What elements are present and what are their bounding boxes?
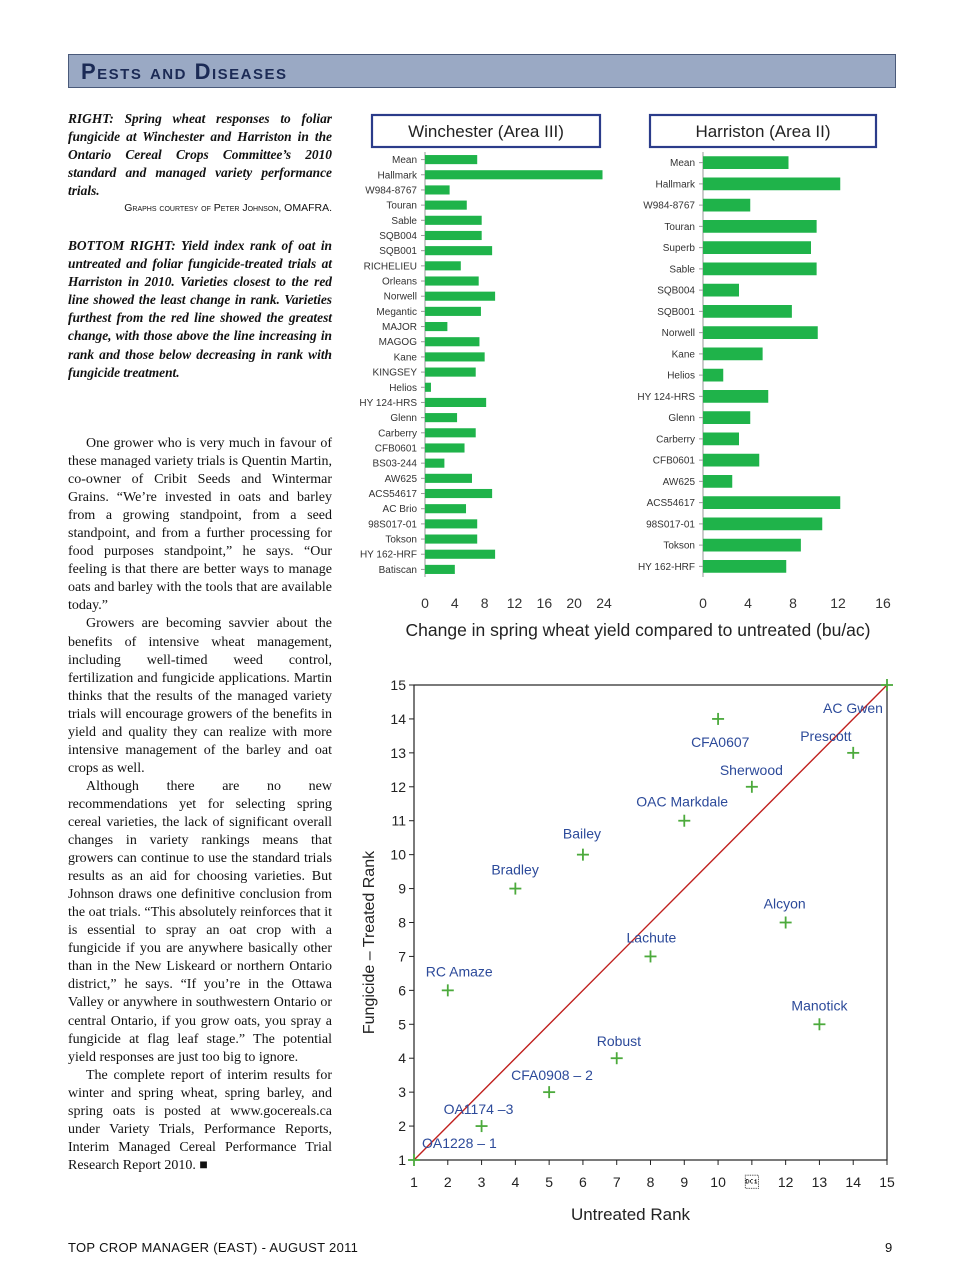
y-tick-label: 7 bbox=[398, 948, 406, 965]
y-tick-label: 6 bbox=[398, 982, 406, 999]
category-label: SQB001 bbox=[657, 306, 695, 318]
x-tick-label: 5 bbox=[545, 1174, 554, 1190]
category-label: W984-8767 bbox=[365, 185, 417, 197]
bar bbox=[425, 398, 486, 407]
bar bbox=[703, 518, 822, 531]
bar bbox=[425, 352, 485, 361]
category-label: Hallmark bbox=[377, 170, 417, 182]
y-tick-label: 4 bbox=[398, 1050, 406, 1067]
oat-rank-scatter-chart bbox=[350, 660, 900, 1235]
category-label: HY 124-HRS bbox=[637, 391, 695, 403]
category-label: Megantic bbox=[376, 306, 417, 318]
section-header bbox=[68, 54, 896, 88]
category-label: Tokson bbox=[663, 540, 695, 552]
category-label: Sable bbox=[669, 264, 695, 276]
category-label: Orleans bbox=[381, 276, 417, 288]
bar bbox=[425, 443, 465, 452]
bar bbox=[425, 474, 472, 483]
x-tick-label: 12 bbox=[506, 595, 523, 611]
point-label: Bailey bbox=[562, 825, 602, 842]
section-title: Pests and Diseases bbox=[81, 59, 288, 84]
y-tick-label: 5 bbox=[398, 1016, 406, 1033]
x-tick-label: 13 bbox=[811, 1174, 828, 1190]
bar bbox=[425, 504, 466, 513]
y-tick-label: 10 bbox=[390, 846, 406, 863]
category-label: SQB001 bbox=[379, 246, 417, 258]
bar bbox=[425, 535, 477, 544]
x-tick-label: 6 bbox=[579, 1174, 587, 1190]
point-label: Robust bbox=[596, 1033, 642, 1050]
point-label: Sherwood bbox=[719, 761, 783, 778]
y-tick-label: 12 bbox=[390, 778, 406, 795]
wheat-yield-bar-charts bbox=[340, 105, 900, 650]
bar bbox=[703, 284, 739, 297]
bar bbox=[703, 454, 759, 467]
y-tick-label: 13 bbox=[390, 744, 406, 761]
y-tick-label: 1 bbox=[398, 1152, 406, 1168]
bar bbox=[703, 263, 817, 276]
x-tick-label: 8 bbox=[480, 595, 489, 611]
bar bbox=[703, 411, 750, 424]
category-label: Hallmark bbox=[655, 179, 695, 191]
y-axis-label: Fungicide – Treated Rank bbox=[361, 850, 378, 1035]
bar bbox=[703, 560, 786, 573]
x-tick-label: 12 bbox=[777, 1174, 794, 1190]
x-tick-label: 20 bbox=[566, 595, 582, 611]
bar bbox=[703, 390, 768, 403]
bar bbox=[425, 155, 477, 164]
category-label: Mean bbox=[391, 155, 417, 167]
category-label: HY 162-HRF bbox=[637, 561, 695, 573]
bar bbox=[425, 307, 481, 316]
category-label: Kane bbox=[671, 349, 695, 361]
point-label: RC Amaze bbox=[425, 963, 493, 980]
body-paragraph: The complete report of interim results for winter and spring wheat, spring barley, and spring oats is posted at www.gocereals.ca under Variety Trials, Performance Reports, Interim Managed Cereal Performance Trial Research Report 2010. ■ bbox=[68, 1067, 332, 1173]
graph-credit: Graphs courtesy of Peter Johnson, OMAFRA. bbox=[124, 202, 332, 214]
category-label: Touran bbox=[386, 200, 417, 212]
point-label: Bradley bbox=[491, 861, 539, 878]
category-label: RICHELIEU bbox=[363, 261, 417, 273]
bar bbox=[703, 178, 840, 191]
x-tick-label:  bbox=[744, 1174, 759, 1190]
x-tick-label: 3 bbox=[477, 1174, 486, 1190]
x-tick-label: 2 bbox=[443, 1174, 452, 1190]
category-label: MAJOR bbox=[382, 322, 417, 334]
x-tick-label: 10 bbox=[710, 1174, 726, 1190]
bar bbox=[703, 433, 739, 446]
bar bbox=[425, 428, 476, 437]
body-paragraph: Although there are no new recommendations yet for selecting spring cereal varieties, the lack of significant overall changes in variety rankings means that growers can continue to use the standard trials results as an aid for choosing varieties. But Johnson draws one definitive conclusion from the oat trials. “This absolutely reinforces that it is essential to spray an oat crop with a fungicide if you are anywhere basically other than in the New Liskeard or northern Ontario district,” he says. “If you’re in the Ottawa Valley or anywhere in southwestern Ontario or central Ontario, if you grow oats, you spray a fungicide at flag leaf stage.” The potential yield responses are just too big to ignore. bbox=[68, 778, 332, 1065]
body-paragraph: One grower who is very much in favour of these managed variety trials is Quentin Martin, co-owner of Cribit Seeds and Wintermar Grains. “We’re invested in oats and barley from a growing standpoint, from a seed standpoint, and from a further processing for food purposes standpoint,” he says. “Our feeling is that there are better ways to manage oats and barley with the tools that are available today.” bbox=[68, 436, 332, 614]
bar bbox=[703, 199, 750, 212]
category-label: 98S017-01 bbox=[646, 519, 695, 531]
bar bbox=[425, 459, 444, 468]
category-label: Sable bbox=[391, 215, 417, 227]
category-label: Glenn bbox=[390, 413, 417, 425]
body-paragraph: Growers are becoming savvier about the benefits of intensive wheat management, including well-timed weed control, fertilization and fungicide applications. Martin thinks that the results of the managed variety trials will encourage growers of the benefits in yield and quality they can realize with more intensive management of the barley and oat crops as well. bbox=[68, 616, 332, 776]
point-label: Lachute bbox=[626, 929, 677, 946]
y-tick-label: 11 bbox=[391, 812, 406, 829]
category-label: Norwell bbox=[383, 291, 417, 303]
category-label: Helios bbox=[667, 370, 695, 382]
bar bbox=[425, 246, 492, 255]
category-label: CFB0601 bbox=[374, 443, 417, 455]
bar bbox=[425, 565, 455, 574]
x-axis-label: Untreated Rank bbox=[570, 1205, 691, 1224]
category-label: Kane bbox=[393, 352, 417, 364]
bar bbox=[425, 368, 476, 377]
x-tick-label: 16 bbox=[875, 595, 891, 611]
bar bbox=[425, 519, 477, 528]
bar bbox=[703, 326, 818, 339]
category-label: Superb bbox=[662, 243, 695, 255]
category-label: Carberry bbox=[378, 428, 417, 440]
bar bbox=[703, 241, 811, 254]
figure-caption-wheat: RIGHT: Spring wheat responses to foliar fungicide at Winchester and Harriston in the Ontario Cereal Crops Committee’s 2010 standard and managed variety performance trials. bbox=[68, 111, 332, 199]
category-label: Touran bbox=[664, 221, 695, 233]
category-label: 98S017-01 bbox=[368, 519, 417, 531]
bar bbox=[703, 475, 732, 488]
x-tick-label: 4 bbox=[450, 595, 459, 611]
category-label: Carberry bbox=[656, 434, 695, 446]
bar bbox=[425, 276, 479, 285]
x-tick-label: 7 bbox=[612, 1174, 621, 1190]
point-label: OAC Markdale bbox=[636, 793, 729, 810]
category-label: SQB004 bbox=[379, 230, 417, 242]
point-label: AC Gwen bbox=[823, 700, 883, 716]
x-tick-label: 9 bbox=[680, 1174, 689, 1190]
bar bbox=[425, 383, 431, 392]
footer-publication: TOP CROP MANAGER (EAST) - AUGUST 2011 bbox=[68, 1240, 359, 1255]
x-tick-label: 16 bbox=[536, 595, 553, 611]
article-body bbox=[68, 435, 332, 1175]
point-label: Manotick bbox=[791, 997, 848, 1014]
bar bbox=[425, 201, 467, 210]
category-label: AW625 bbox=[384, 473, 417, 485]
x-tick-label: 0 bbox=[699, 595, 707, 611]
point-label: OA1228 – 1 bbox=[422, 1135, 497, 1151]
y-tick-label: 2 bbox=[398, 1118, 406, 1135]
chart-title: Winchester (Area III) bbox=[408, 122, 564, 141]
category-label: ACS54617 bbox=[368, 489, 417, 501]
point-label: Prescott bbox=[800, 727, 852, 744]
bar bbox=[703, 220, 817, 233]
x-tick-label: 0 bbox=[421, 595, 429, 611]
x-tick-label: 24 bbox=[596, 595, 612, 611]
bar bbox=[703, 496, 840, 509]
category-label: SQB004 bbox=[657, 285, 695, 297]
bar bbox=[425, 292, 495, 301]
bar bbox=[425, 550, 495, 559]
y-tick-label: 14 bbox=[390, 710, 406, 727]
bar bbox=[425, 261, 461, 270]
category-label: Batiscan bbox=[378, 564, 417, 576]
shared-x-axis-label: Change in spring wheat yield compared to untreated (bu/ac) bbox=[405, 620, 871, 640]
category-label: Glenn bbox=[668, 413, 695, 425]
bar bbox=[425, 337, 479, 346]
bar bbox=[703, 348, 763, 361]
figure-caption-oat: BOTTOM RIGHT: Yield index rank of oat in untreated and foliar fungicide-treated trials at Harriston in 2010. Varieties closest to the red line showed the least change in rank. Varieties furthest from the red line showed the greatest change, with those above the line increasing in rank and those below decreasing in rank with fungicide treatment. bbox=[68, 238, 332, 380]
point-label: CFA0908 – 2 bbox=[511, 1067, 593, 1084]
x-tick-label: 8 bbox=[646, 1174, 655, 1190]
bar bbox=[703, 369, 723, 382]
category-label: MAGOG bbox=[378, 337, 417, 349]
category-label: Norwell bbox=[661, 328, 695, 340]
bar bbox=[425, 322, 447, 331]
bar bbox=[425, 489, 492, 498]
category-label: Helios bbox=[389, 382, 417, 394]
x-tick-label: 12 bbox=[830, 595, 846, 611]
x-tick-label: 4 bbox=[744, 595, 752, 611]
category-label: HY 162-HRF bbox=[359, 549, 417, 561]
y-tick-label: 9 bbox=[398, 880, 406, 897]
category-label: AC Brio bbox=[382, 504, 417, 516]
category-label: KINGSEY bbox=[372, 367, 417, 379]
x-tick-label: 1 bbox=[410, 1174, 418, 1190]
x-tick-label: 8 bbox=[789, 595, 797, 611]
category-label: AW625 bbox=[662, 476, 695, 488]
point-label: OA1174 –3 bbox=[443, 1101, 514, 1118]
point-label: CFA0607 bbox=[691, 733, 750, 750]
bar bbox=[703, 539, 801, 552]
bar bbox=[703, 156, 789, 169]
x-tick-label: 15 bbox=[879, 1174, 895, 1190]
bar bbox=[425, 413, 457, 422]
x-tick-label: 4 bbox=[511, 1174, 520, 1190]
bar bbox=[425, 185, 450, 194]
bar bbox=[425, 216, 482, 225]
y-tick-label: 8 bbox=[398, 914, 406, 931]
category-label: CFB0601 bbox=[652, 455, 695, 467]
bar bbox=[425, 231, 482, 240]
bar bbox=[703, 305, 792, 318]
point-label: Alcyon bbox=[763, 895, 806, 912]
x-tick-label: 14 bbox=[845, 1174, 862, 1190]
category-label: Mean bbox=[669, 158, 695, 170]
footer-page-number: 9 bbox=[885, 1240, 893, 1255]
bar bbox=[425, 170, 603, 179]
category-label: ACS54617 bbox=[646, 498, 695, 510]
category-label: Tokson bbox=[385, 534, 417, 546]
category-label: BS03-244 bbox=[372, 458, 417, 470]
y-tick-label: 3 bbox=[398, 1084, 406, 1101]
chart-title: Harriston (Area II) bbox=[695, 122, 831, 141]
category-label: HY 124-HRS bbox=[359, 397, 417, 409]
y-tick-label: 15 bbox=[390, 677, 406, 693]
category-label: W984-8767 bbox=[643, 200, 695, 212]
